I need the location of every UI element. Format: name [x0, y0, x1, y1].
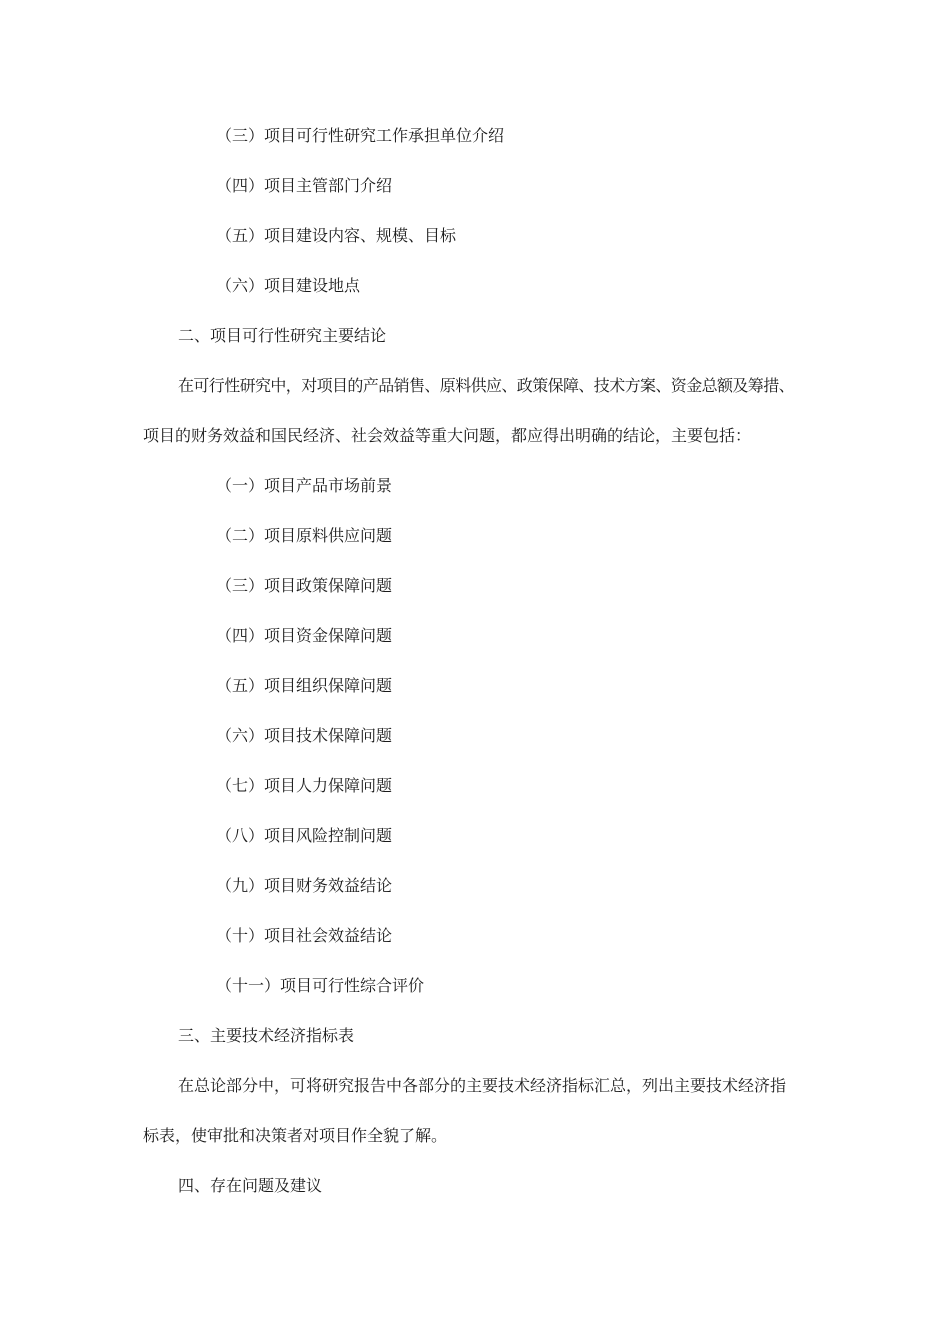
section-heading: 四、存在问题及建议: [178, 1176, 323, 1195]
section-heading: 三、主要技术经济指标表: [178, 1026, 355, 1045]
paragraph-line: 在可行性研究中，对项目的产品销售、原料供应、政策保障、技术方案、资金总额及筹措、: [178, 376, 795, 395]
paragraph-line: 标表，使审批和决策者对项目作全貌了解。: [143, 1126, 448, 1145]
list-item: （三）项目政策保障问题: [216, 576, 393, 595]
list-item: （一）项目产品市场前景: [216, 476, 393, 495]
paragraph-line: 在总论部分中，可将研究报告中各部分的主要技术经济指标汇总，列出主要技术经济指: [178, 1076, 787, 1095]
list-item: （九）项目财务效益结论: [216, 876, 393, 895]
list-item: （四）项目资金保障问题: [216, 626, 393, 645]
paragraph-line: 项目的财务效益和国民经济、社会效益等重大问题，都应得出明确的结论，主要包括：: [143, 426, 752, 445]
list-item: （六）项目建设地点: [216, 276, 361, 295]
list-item: （八）项目风险控制问题: [216, 826, 393, 845]
list-item: （三）项目可行性研究工作承担单位介绍: [216, 126, 505, 145]
list-item: （四）项目主管部门介绍: [216, 176, 393, 195]
list-item: （十）项目社会效益结论: [216, 926, 393, 945]
list-item: （七）项目人力保障问题: [216, 776, 393, 795]
list-item: （五）项目建设内容、规模、目标: [216, 226, 457, 245]
section-heading: 二、项目可行性研究主要结论: [178, 326, 387, 345]
list-item: （二）项目原料供应问题: [216, 526, 393, 545]
list-item: （五）项目组织保障问题: [216, 676, 393, 695]
list-item: （六）项目技术保障问题: [216, 726, 393, 745]
list-item: （十一）项目可行性综合评价: [216, 976, 425, 995]
